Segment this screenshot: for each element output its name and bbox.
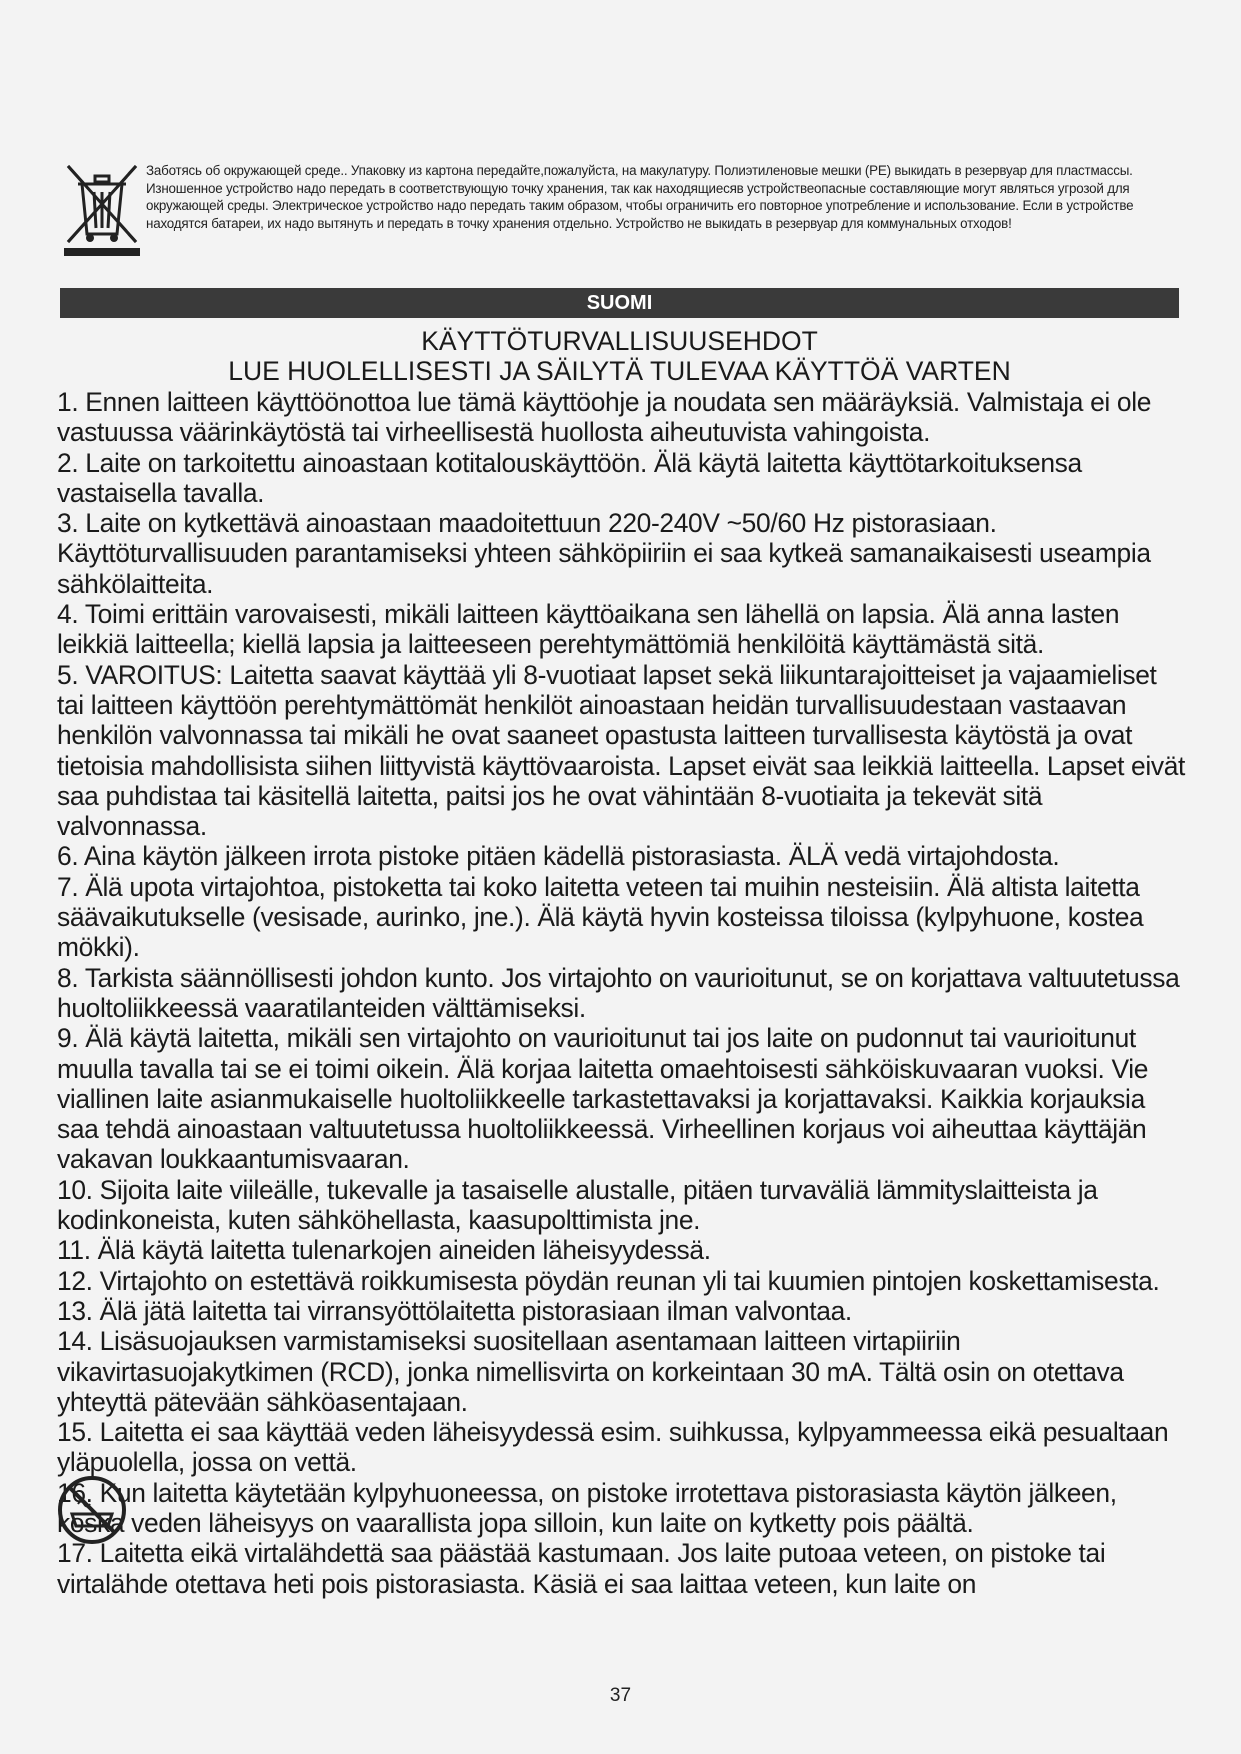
instruction-item: 7. Älä upota virtajohtoa, pistoketta tai koko laitetta veteen tai muihin nesteisiin. Älä altista laitetta säävaikutukselle (vesisade, aurinko, jne.). Älä käytä hyvin kosteissa tiloissa (kylpyhuone, kostea mökki). (57, 871, 1144, 963)
instruction-item: 8. Tarkista säännöllisesti johdon kunto. Jos virtajohto on vaurioitunut, se on korjattava valtuutetussa huoltoliikkeessä vaaratilanteiden välttämiseksi. (57, 962, 1180, 1023)
instruction-item: 13. Älä jätä laitetta tai virransyöttölaitetta pistorasiaan ilman valvontaa. (57, 1295, 852, 1326)
recycling-notice-text: Заботясь об окружающей среде.. Упаковку из картона передайте,пожалуйста, на макулатуру. Полиэтиленовые мешки (PE) выкидать в резервуар для пластмассы. Изношенное устройство надо передать в соответствующую точку хранения, так как находящиесяв устройствеопасные составляющие могут являться угрозой для окружающей среды. Электрическое устройство надо передать таким образом, чтобы ограничить его повторное употребление и использование. Если в устройстве находятся батареи, их надо вытянуть и передать в точку хранения отдельно. Устройство не выкидать в резервуар для коммунальных отходов! (146, 163, 1134, 231)
instruction-item: 5. VAROITUS: Laitetta saavat käyttää yli 8-vuotiaat lapset sekä liikuntarajoitteiset ja vajaamieliset tai laitteen käyttöön perehtymättömät henkilöt ainoastaan heidän turvallisuudestaan vastaavan henkilön valvonnassa tai mikäli he ovat saaneet opastusta laitteen turvallisesta käytöstä ja ovat tietoisia mahdollisista siihen liittyvistä käyttövaaroista. Lapset eivät saa leikkiä laitteella. Lapset eivät saa puhdistaa tai käsitellä laitetta, paitsi jos he ovat vähintään 8-vuotiaita ja tekevät sitä valvonnassa. (57, 659, 1186, 842)
instruction-item: 14. Lisäsuojauksen varmistamiseksi suositellaan asentamaan laitteen virtapiiriin vikavirtasuojakytkimen (RCD), jonka nimellisvirta on korkeintaan 30 mA. Tältä osin on otettava yhteyttä pätevään sähköasentajaan. (57, 1326, 1124, 1417)
instruction-item: 17. Laitetta eikä virtalähdettä saa päästää kastumaan. Jos laite putoaa veteen, on pistoke tai virtalähde otettava heti pois pistorasiasta. Käsiä ei saa laittaa veteen, kun laite on (57, 1538, 1106, 1599)
page-number: 37 (609, 1685, 632, 1706)
safety-title: KÄYTTÖTURVALLISUUSEHDOT (421, 326, 818, 356)
instruction-item: 6. Aina käytön jälkeen irrota pistoke pitäen kädellä pistorasiasta. ÄLÄ vedä virtajohdosta. (57, 841, 1060, 872)
instruction-item: 9. Älä käytä laitetta, mikäli sen virtajohto on vaurioitunut tai jos laite on pudonnut tai vaurioitunut muulla tavalla tai se ei toimi oikein. Älä korjaa laitetta omaehtoisesti sähköiskuvaaran vuoksi. Vie viallinen laite asianmukaiselle huoltoliikkeelle tarkastettavaksi ja korjattavaksi. Kaikkia korjauksia saa tehdä ainoastaan valtuutetussa huoltoliikkeessä. Virheellinen korjaus voi aiheuttaa käyttäjän vakavan loukkaantumisvaaran. (57, 1023, 1149, 1175)
instruction-item: 3. Laite on kytkettävä ainoastaan maadoitettuun 220-240V ~50/60 Hz pistorasiaan. Käyttöturvallisuuden parantamiseksi yhteen sähköpiiriin ei saa kytkeä samanaikaisesti useampia sähkölaitteita. (57, 508, 1151, 599)
instruction-item: 11. Älä käytä laitetta tulenarkojen aineiden läheisyydessä. (57, 1235, 711, 1266)
no-water-bathtub-icon (56, 1474, 128, 1546)
language-banner: SUOMI (60, 288, 1179, 318)
safety-subtitle: LUE HUOLELLISESTI JA SÄILYTÄ TULEVAA KÄYTTÖÄ VARTEN (228, 356, 1011, 386)
crossed-out-wheelie-bin-icon (62, 162, 142, 262)
instruction-item: 2. Laite on tarkoitettu ainoastaan kotitalouskäyttöön. Älä käytä laitetta käyttötarkoituksensa vastaisella tavalla. (57, 447, 1082, 508)
instruction-item: 4. Toimi erittäin varovaisesti, mikäli laitteen käyttöaikana sen lähellä on lapsia. Älä anna lasten leikkiä laitteella; kiellä lapsia ja laitteeseen perehtymättömiä henkilöitä käyttämästä sitä. (57, 599, 1120, 660)
instruction-item: 15. Laitetta ei saa käyttää veden läheisyydessä esim. suihkussa, kylpyammeessa eikä pesualtaan yläpuolella, jossa on vettä. (57, 1417, 1169, 1478)
safety-instructions (57, 387, 1187, 1599)
instruction-item: 12. Virtajohto on estettävä roikkumisesta pöydän reunan yli tai kuumien pintojen koskettamisesta. (57, 1265, 1160, 1296)
instruction-item: 16. Kun laitetta käytetään kylpyhuoneessa, on pistoke irrotettava pistorasiasta käytön jälkeen, koska veden läheisyys on vaarallista jopa silloin, kun laite on kytketty pois päältä. (57, 1477, 1117, 1538)
recycling-notice (62, 162, 1152, 270)
instruction-item: 10. Sijoita laite viileälle, tukevalle ja tasaiselle alustalle, pitäen turvaväliä lämmityslaitteista ja kodinkoneista, kuten sähköhellasta, kaasupolttimista jne. (57, 1174, 1098, 1236)
instruction-item: 1. Ennen laitteen käyttöönottoa lue tämä käyttöohje ja noudata sen määräyksiä. Valmistaja ei ole vastuussa väärinkäytöstä tai virheellisestä huollosta aiheutuvista vahingoista. (57, 387, 1152, 448)
